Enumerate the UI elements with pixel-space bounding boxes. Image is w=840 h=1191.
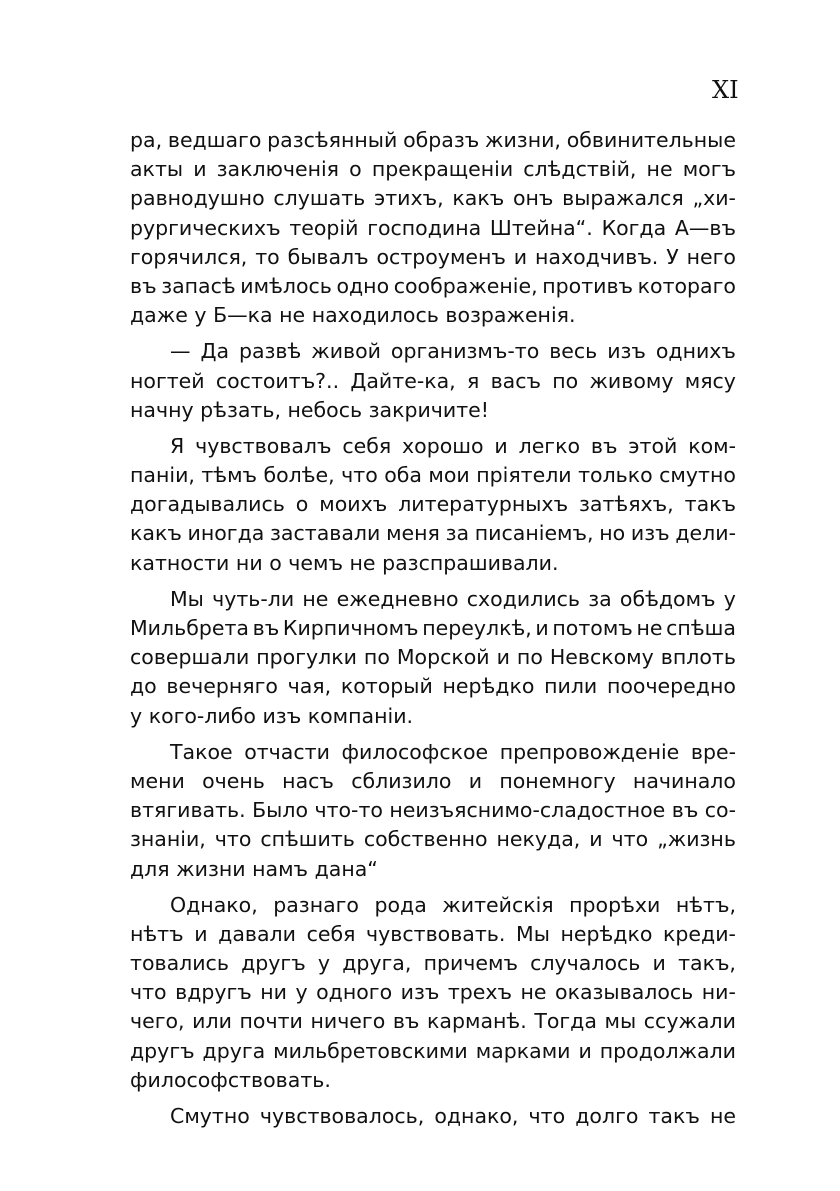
text-line: другъ друга мильбретовскими марками и продолжали [130,1038,736,1063]
text-line: Смутно чувствовалось, однако, что долго такъ не [170,1104,736,1128]
paragraph [130,337,736,425]
text-line: до вечерняго чая, который нерѣдко пили поочередно [130,674,736,699]
text-line: рургическихъ теорій господина Штейна“. Когда А—въ [130,215,736,240]
text-line: Однако, разнаго рода житейскія прорѣхи нѣтъ, [170,892,736,917]
body-text [130,126,736,1131]
paragraph [130,126,736,330]
text-line: нѣтъ и давали себя чувствовать. Мы нерѣдко креди- [130,921,736,946]
paragraph [130,738,736,884]
text-line: равнодушно слушать этихъ, какъ онъ выражался „хи- [130,186,736,211]
text-line: Мы чуть-ли не ежедневно сходились за обѣдомъ у [170,586,736,611]
text-line: Такое отчасти философское препровожденіе вре- [170,739,736,764]
paragraph [130,585,736,731]
text-line: что вдругъ ни у одного изъ трехъ не оказывалось ни- [130,980,736,1005]
paragraph [130,891,736,1095]
text-line: ногтей состоитъ?.. Дайте-ка, я васъ по живому мясу [130,368,736,393]
text-line: какъ иногда заставали меня за писаніемъ, но изъ дели- [130,521,736,546]
text-line: — Да развѣ живой организмъ-то весь изъ однихъ [170,339,736,364]
text-line: знаніи, что спѣшить собственно некуда, и что „жизнь [130,827,736,852]
text-line: мени очень насъ сблизило и понемногу начинало [130,768,736,793]
text-line: для жизни намъ дана“ [130,856,378,881]
text-line: догадывались о моихъ литературныхъ затѣяхъ, такъ [130,492,736,517]
text-line: совершали прогулки по Морской и по Невскому вплоть [130,645,736,670]
text-line: у кого-либо изъ компаніи. [130,703,414,728]
text-line: горячился, то бывалъ остроуменъ и находчивъ. У него [130,244,736,269]
text-line: философствовать. [130,1067,331,1092]
text-line: въ запасѣ имѣлось одно соображеніе, противъ котораго [130,273,736,298]
text-line: ра, ведшаго разсѣянный образъ жизни, обвинительные [130,128,736,152]
text-line: катности ни о чемъ не разспрашивали. [130,550,559,575]
text-line: втягивать. Было что-то неизъяснимо-сладостное въ со- [130,798,736,823]
text-line: акты и заключенія о прекращеніи слѣдствій, не могъ [130,157,736,182]
text-line: паніи, тѣмъ болѣе, что оба мои пріятели только смутно [130,463,736,488]
text-line: чего, или почти ничего въ карманѣ. Тогда мы ссужали [130,1009,736,1034]
text-line: Я чувствовалъ себя хорошо и легко въ этой ком- [170,433,736,458]
text-line: Мильбрета въ Кирпичномъ переулкѣ, и потомъ не спѣша [130,616,736,640]
page-number: XI [712,76,739,104]
text-line: даже у Б—ка не находилось возраженія. [130,303,576,328]
text-line: начну рѣзать, небось закричите! [130,397,490,422]
paragraph [130,432,736,578]
paragraph [130,1102,736,1131]
text-line: товались другъ у друга, причемъ случалось и такъ, [130,951,736,976]
